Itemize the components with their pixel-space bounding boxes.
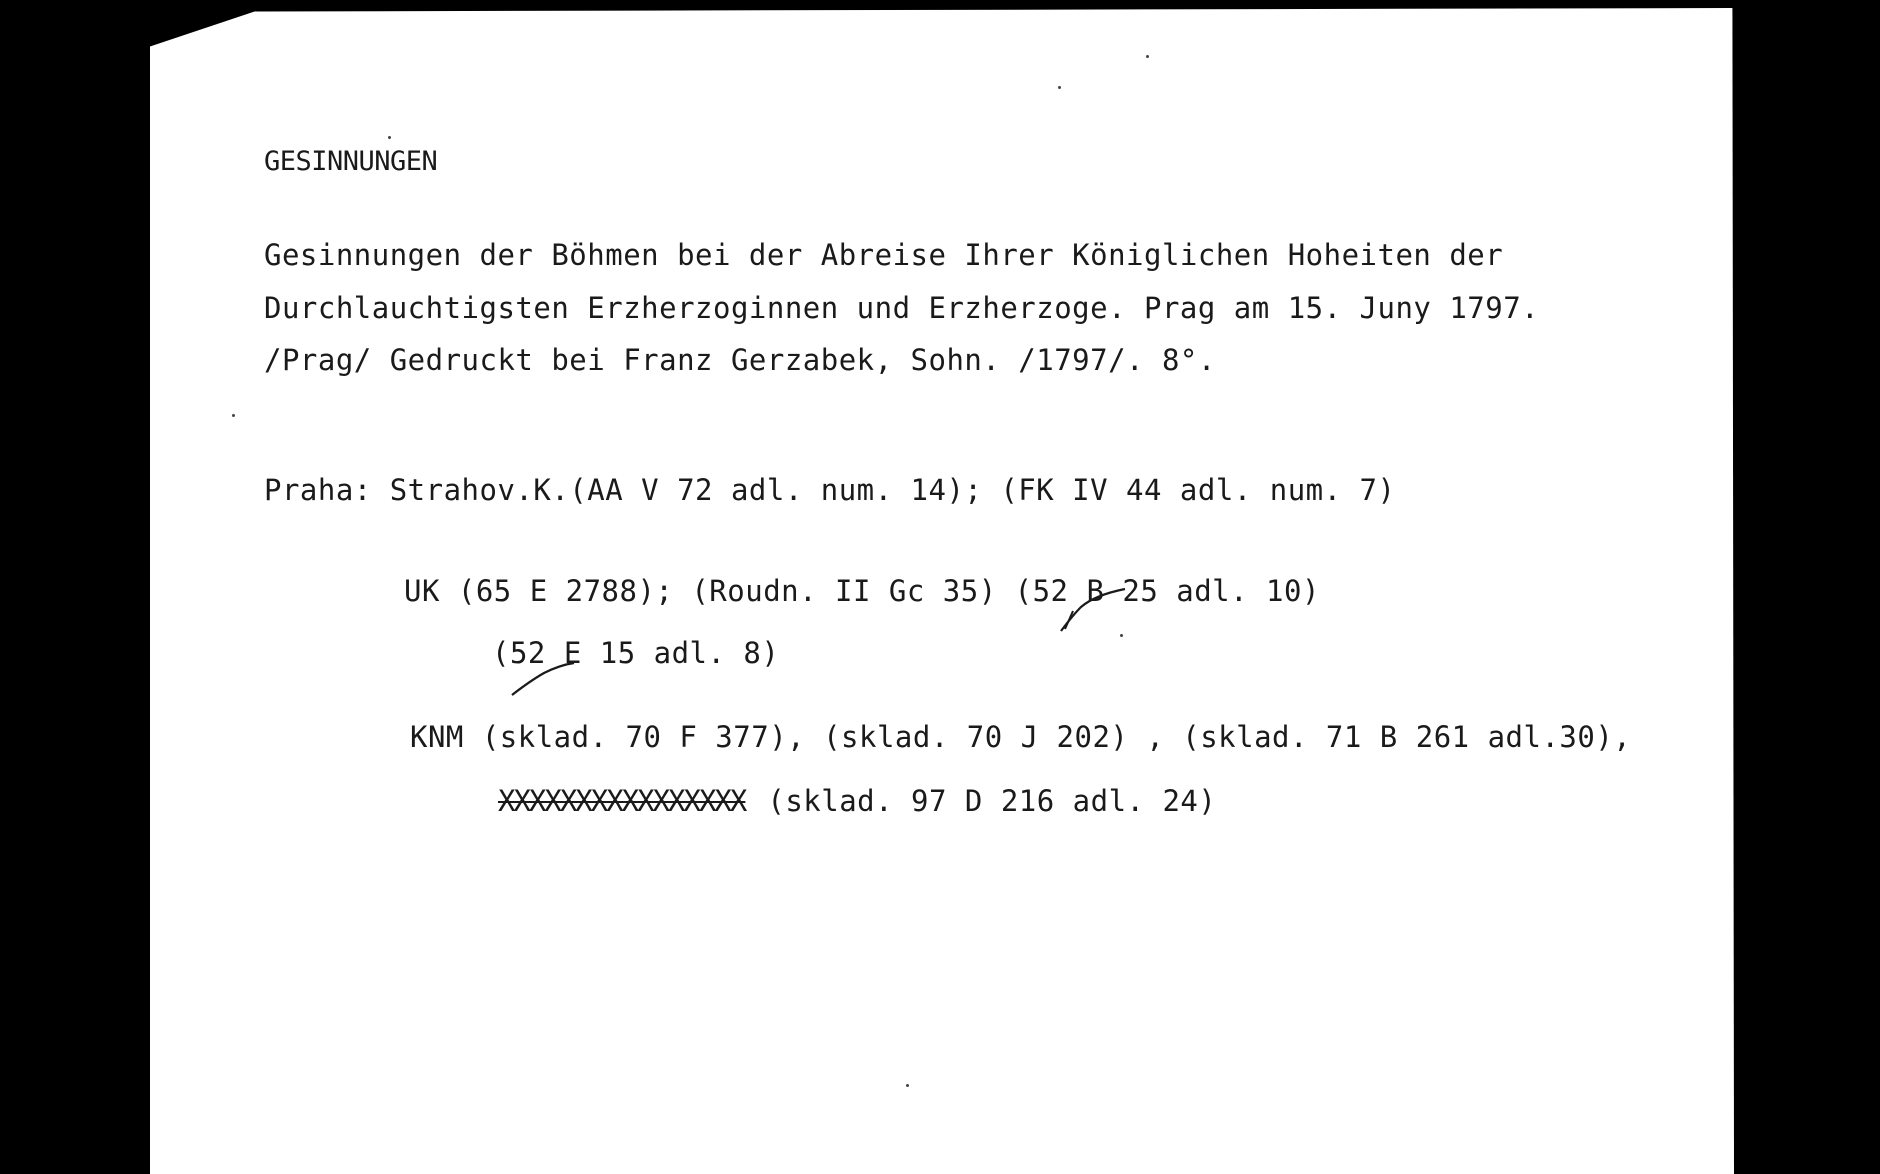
description-line-2: Durchlauchtigsten Erzherzoginnen und Erzherzoge. Prag am 15. Juny 1797. [264,291,1540,325]
struck-out-text: XXXXXXXXXXXXXXXX [498,784,746,818]
location-uk-line-2: (52 E 15 adl. 8) [492,636,780,670]
scan-speck [232,414,235,417]
scan-speck [906,1084,909,1087]
description-line-3: /Prag/ Gedruckt bei Franz Gerzabek, Sohn. /1797/. 8°. [264,343,1216,377]
knm-shelfmark: (sklad. 97 D 216 adl. 24) [767,784,1217,818]
card-heading: GESINNUNGEN [264,146,438,177]
location-uk-line-1: UK (65 E 2788); (Roudn. II Gc 35) (52 B 25 adl. 10) [404,574,1320,608]
location-knm-line-2 [498,784,1216,818]
scan-speck [1146,55,1149,58]
location-praha-strahov: Praha: Strahov.K.(AA V 72 adl. num. 14); (FK IV 44 adl. num. 7) [264,473,1396,507]
scan-speck [1058,86,1061,89]
scan-speck [388,136,391,139]
location-knm-line-1: KNM (sklad. 70 F 377), (sklad. 70 J 202) , (sklad. 71 B 261 adl.30), [410,720,1632,754]
scan-speck [1120,634,1123,637]
description-line-1: Gesinnungen der Böhmen bei der Abreise Ihrer Königlichen Hoheiten der [264,238,1504,272]
